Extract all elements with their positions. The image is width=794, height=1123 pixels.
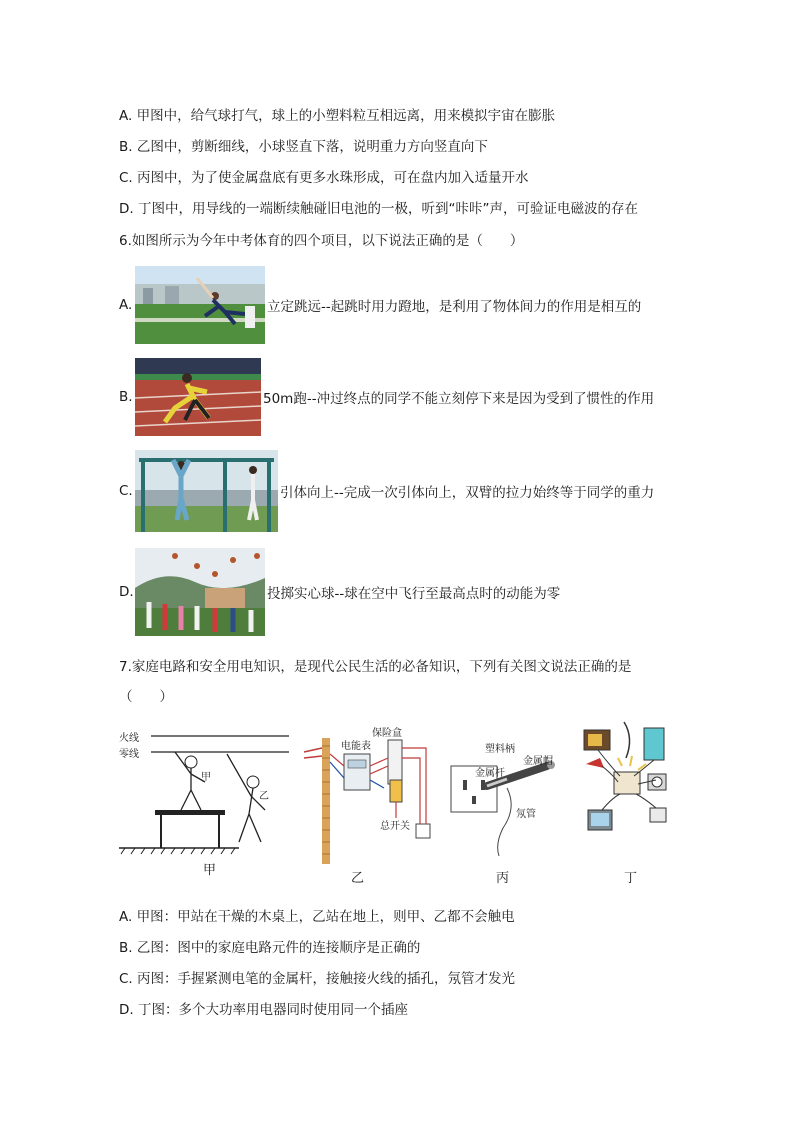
label-suliao: 塑料柄	[485, 744, 515, 755]
label-jinshugan: 金属杆	[475, 768, 505, 779]
option-letter: C.	[119, 483, 133, 499]
q5-option-d: D. 丁图中，用导线的一端断续触碰旧电池的一极，听到“咔咔”声，可验证电磁波的存在	[119, 201, 638, 217]
q7-option-a: A. 甲图：甲站在干燥的木桌上，乙站在地上，则甲、乙都不会触电	[119, 909, 515, 925]
q7-stem-cont: （ ）	[119, 689, 173, 705]
q6-stem: 6.如图所示为今年中考体育的四个项目，以下说法正确的是（ ）	[119, 233, 524, 249]
label-zongkaiguan: 总开关	[380, 821, 410, 832]
option-text: 引体向上--完成一次引体向上，双臂的拉力始终等于同学的重力	[280, 485, 655, 501]
pull-up-photo	[135, 450, 278, 532]
option-text: 50m跑--冲过终点的同学不能立刻停下来是因为受到了惯性的作用	[263, 391, 655, 407]
figure-ding-overloaded-socket	[578, 718, 678, 848]
figure-bing-caption: 丙	[496, 871, 510, 886]
label-niguan: 氖管	[516, 809, 536, 820]
figure-yi-caption: 乙	[351, 871, 365, 886]
standing-long-jump-photo	[135, 266, 265, 344]
sprint-photo	[135, 358, 261, 436]
q6-option-a	[119, 266, 641, 344]
option-letter: A.	[119, 297, 133, 313]
q6-option-c	[119, 450, 654, 532]
option-letter: B.	[119, 389, 133, 405]
q6-option-b	[119, 358, 654, 436]
label-lingxian: 零线	[119, 749, 139, 760]
label-huoxian: 火线	[119, 733, 139, 744]
q6-option-d	[119, 548, 560, 636]
figure-ding-caption: 丁	[624, 871, 638, 886]
option-text: 投掷实心球--球在空中飞行至最高点时的动能为零	[267, 586, 561, 602]
figure-bing-test-pen	[447, 718, 567, 858]
q7-option-b: B. 乙图：图中的家庭电路元件的连接顺序是正确的	[119, 940, 421, 956]
q7-option-c: C. 丙图：手握紧测电笔的金属杆，接触接火线的插孔，氖管才发光	[119, 971, 516, 987]
option-letter: D.	[119, 584, 134, 600]
q7-stem: 7.家庭电路和安全用电知识，是现代公民生活的必备知识，下列有关图文说法正确的是	[119, 659, 632, 675]
option-text: 立定跳远--起跳时用力蹬地，是利用了物体间力的作用是相互的	[267, 299, 642, 315]
label-baoxian: 保险盒	[372, 728, 402, 739]
label-person-jia: 甲	[201, 772, 211, 783]
label-jinshumao: 金属帽	[523, 756, 553, 767]
q7-option-d: D. 丁图：多个大功率用电器同时使用同一个插座	[119, 1002, 408, 1018]
shot-put-photo	[135, 548, 265, 636]
q5-option-a: A. 甲图中，给气球打气，球上的小塑料粒互相远离，用来模拟宇宙在膨胀	[119, 108, 556, 124]
figure-jia-caption: 甲	[203, 863, 217, 878]
q5-option-c: C. 丙图中，为了使金属盘底有更多水珠形成，可在盘内加入适量开水	[119, 170, 529, 186]
label-person-yi: 乙	[259, 791, 269, 802]
q5-option-b: B. 乙图中，剪断细线，小球竖直下落，说明重力方向竖直向下	[119, 139, 488, 155]
label-dianneng: 电能表	[341, 741, 371, 752]
